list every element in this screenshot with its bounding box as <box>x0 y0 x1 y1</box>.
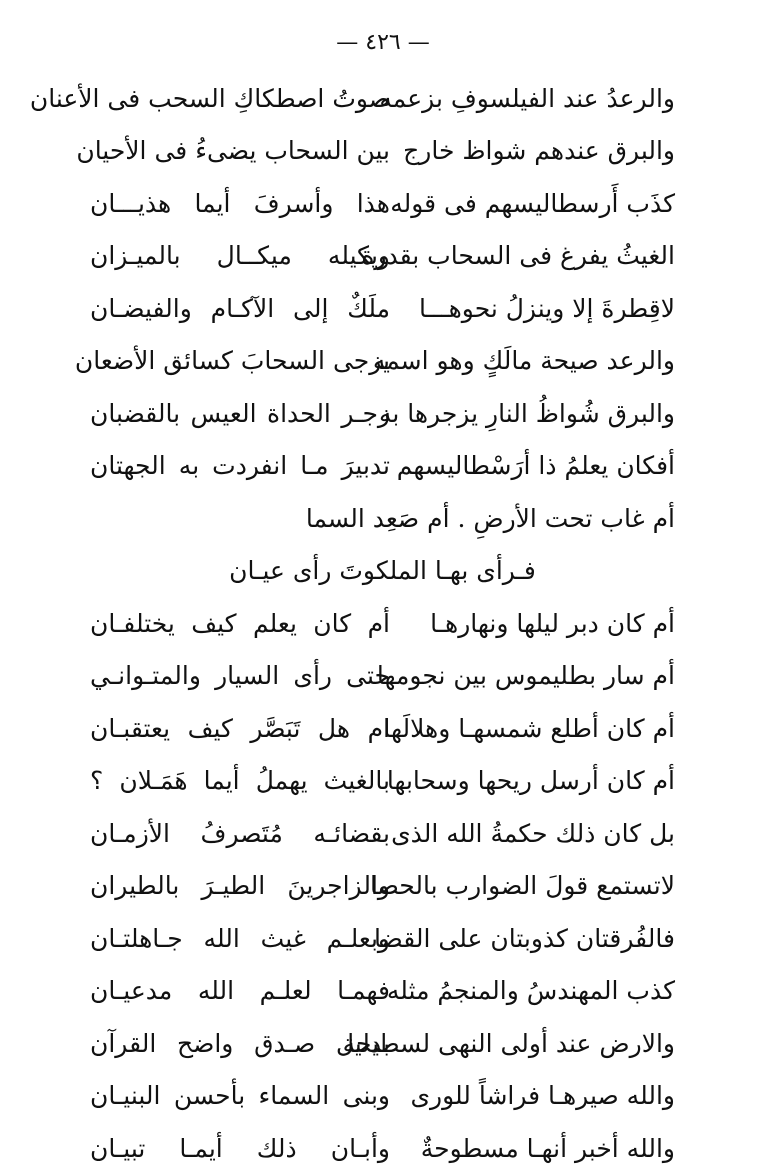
single-verse-line <box>90 545 675 598</box>
verse-second-hemistich: بقضائـه مُتَصرفُ الأزمـان <box>90 818 390 848</box>
verse-first-hemistich: أم سار بطليموس بين نجومها <box>376 661 675 691</box>
verse-row <box>76 125 675 178</box>
verse-line-text: أم غاب تحت الأرضِ . أم صَعِد السما <box>305 503 675 533</box>
verse-row <box>90 650 675 703</box>
verse-first-hemistich: فالفُرقتان كذوبتان على القضا <box>373 923 675 953</box>
verse-first-hemistich: بل كان ذلك حكمةُ الله الذى <box>391 818 675 848</box>
verse-first-hemistich: الغيثُ يفرغ فى السحاب بقدرة <box>361 241 675 271</box>
verse-second-hemistich: أم كان يعلم كيف يختلفـان <box>90 608 390 638</box>
verse-second-hemistich: ام هل تَبَصَّر كيف يعتقبـان <box>90 713 390 743</box>
verse-row <box>90 230 675 283</box>
poem-part-1 <box>29 72 675 492</box>
verse-row <box>29 72 675 125</box>
verse-first-hemistich: لاقِطرةَ إلا وينزلُ نحوهـــا <box>419 293 675 323</box>
verse-first-hemistich: أم كان أرسل ريحها وسحابها <box>386 766 675 796</box>
verse-first-hemistich: والله أخبر أنهـا مسطوحةٌ <box>420 1133 675 1163</box>
verse-row <box>90 965 675 1018</box>
single-verse-line <box>90 492 675 545</box>
verse-first-hemistich: أفكان يعلمُ ذا أرَسْطاليسهم <box>396 451 675 481</box>
verse-row <box>90 177 675 230</box>
verse-first-hemistich: كذَب أَرسطاليسهم فى قوله <box>390 188 675 218</box>
verse-row <box>90 755 675 808</box>
verse-first-hemistich: والارض عند أولى النهى لسطيحة <box>342 1028 675 1058</box>
verse-second-hemistich: فهمـا لعلـم الله مدعيـان <box>90 976 390 1006</box>
verse-second-hemistich: تدبيرَ مـا انفردت به الجهتان <box>90 451 390 481</box>
verse-row <box>90 387 675 440</box>
verse-row <box>90 1017 675 1070</box>
verse-first-hemistich: والله صيرهـا فراشاً للورى <box>410 1081 675 1111</box>
verse-row <box>90 1070 675 1123</box>
poem-part-2 <box>90 597 675 1175</box>
verse-second-hemistich: ويكيله ميكــال بالميـزان <box>90 241 390 271</box>
verse-row <box>90 702 675 755</box>
verse-row <box>74 335 675 388</box>
verse-row <box>90 597 675 650</box>
verse-first-hemistich: والرعدُ عند الفيلسوفِ بزعمه <box>379 83 675 113</box>
verse-first-hemistich: لاتستمع قولَ الضوارب بالحصا <box>369 871 675 901</box>
verse-first-hemistich: أم كان دبر ليلها ونهارهـا <box>430 608 675 638</box>
verse-second-hemistich: هذا وأسرفَ أيما هذيـــان <box>90 188 390 218</box>
verse-row <box>90 1122 675 1175</box>
verse-second-hemistich: بدليل صـدق واضح القرآن <box>90 1028 390 1058</box>
poem <box>29 72 675 1175</box>
verse-second-hemistich: ملَكٌ إلى الآكـام والفيضـان <box>90 293 390 323</box>
verse-row <box>90 282 675 335</box>
verse-second-hemistich: والزاجرينَ الطيـرَ بالطيران <box>90 871 390 901</box>
verse-second-hemistich: وبنى السماء بأحسن البنيـان <box>90 1081 390 1111</box>
verse-row <box>90 440 675 493</box>
verse-row <box>90 912 675 965</box>
verse-second-hemistich: زجـر الحداة العيس بالقضبان <box>90 398 390 428</box>
verse-row <box>90 860 675 913</box>
verse-row <box>90 807 675 860</box>
verse-second-hemistich: بين السحاب يضىءُ فى الأحيان <box>76 136 390 166</box>
verse-first-hemistich: والرعد صيحة مالَكٍ وهو اسمه <box>372 346 675 376</box>
verse-second-hemistich: وأبـان ذلك أيمـا تبيـان <box>90 1133 390 1163</box>
verse-second-hemistich: وبعلـم غيث الله جـاهلتـان <box>90 923 390 953</box>
verse-second-hemistich: يزجى السحابَ كسائق الأضعان <box>74 346 390 376</box>
verse-second-hemistich: بالغيث يهملُ أيما هَمَـلان ؟ <box>90 766 390 796</box>
verse-first-hemistich: والبرق عندهم شواظ خارج <box>403 136 675 166</box>
verse-second-hemistich: صوتُ اصطكاكِ السحب فى الأعنان <box>29 83 390 113</box>
page-number: — ٤٢٦ — <box>336 30 430 55</box>
verse-first-hemistich: والبرق شُواظُ النارِ يزجرها به <box>378 398 675 428</box>
verse-first-hemistich: أم كان أطلع شمسهـا وهلالَها <box>383 713 675 743</box>
verse-first-hemistich: كذب المهندسُ والمنجمُ مثله <box>386 976 675 1006</box>
verse-line-text: فـرأى بهـا الملكوتَ رأى عيـان <box>229 556 536 586</box>
verse-second-hemistich: حتى رأى السيار والمتـوانـي <box>90 661 390 691</box>
